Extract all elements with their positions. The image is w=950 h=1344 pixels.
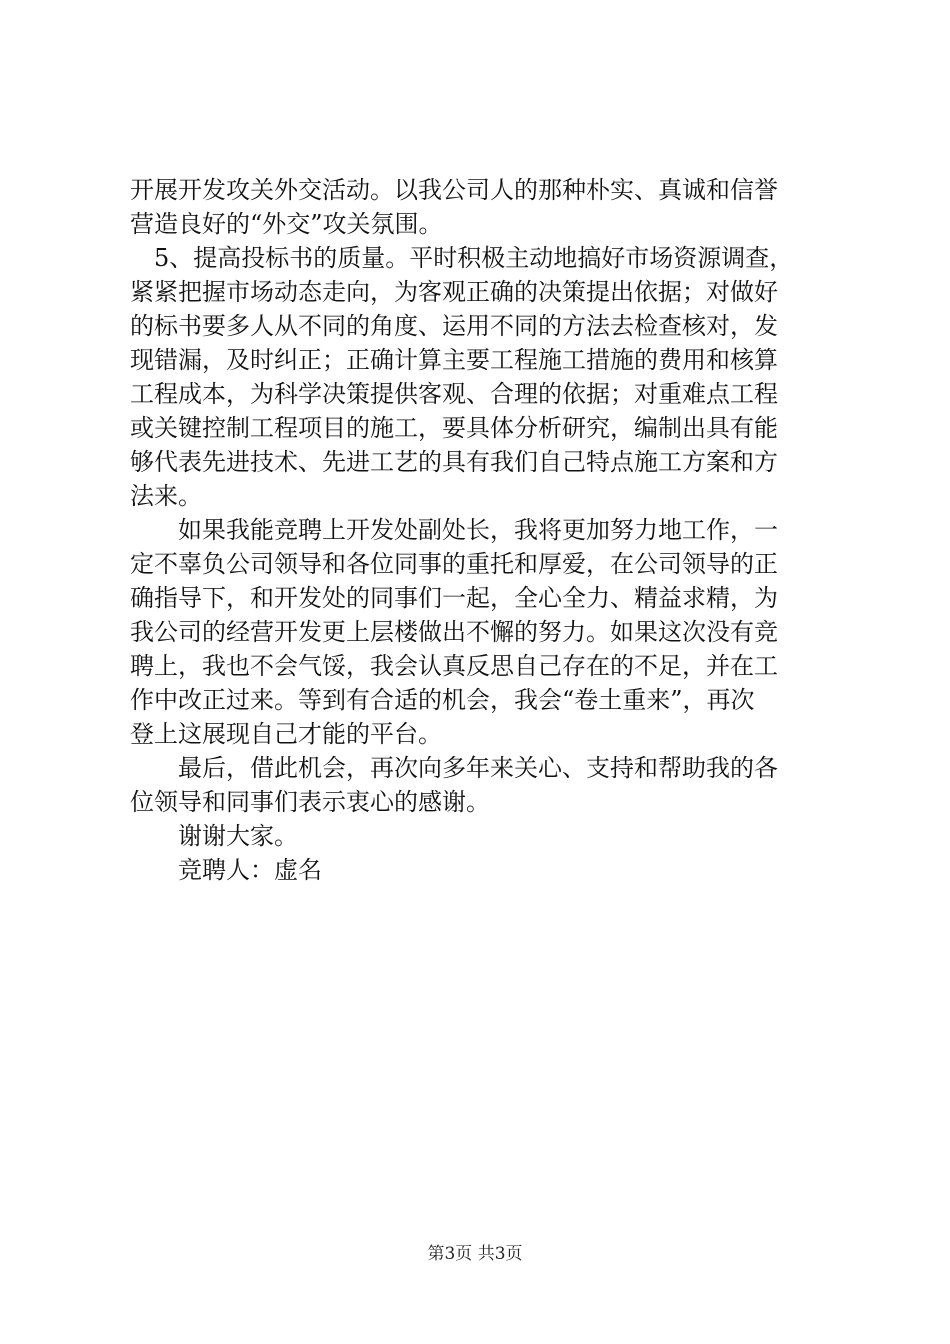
text-line: 够代表先进技术、先进工艺的具有我们自己特点施工方案和方 <box>130 448 778 476</box>
text-line: 法来。 <box>130 482 202 510</box>
text-line: 营造良好的“外交”攻关氛围。 <box>130 210 443 238</box>
text-line: 如果我能竞聘上开发处副处长，我将更加努力地工作，一 <box>130 516 778 544</box>
text-line: 确指导下，和开发处的同事们一起，全心全力、精益求精，为 <box>130 584 778 612</box>
signature-line: 竞聘人：虚名 <box>130 856 322 884</box>
text-line: 作中改正过来。等到有合适的机会，我会“卷土重来”，再次 <box>130 686 755 714</box>
text-line: 我公司的经营开发更上层楼做出不懈的努力。如果这次没有竞 <box>130 618 778 646</box>
text-line: 开展开发攻关外交活动。以我公司人的那种朴实、真诚和信誉 <box>130 176 778 204</box>
document-body <box>130 173 830 887</box>
text-line: 5、提高投标书的质量。平时积极主动地搞好市场资源调查， <box>130 244 794 272</box>
text-line: 的标书要多人从不同的角度、运用不同的方法去检查核对，发 <box>130 312 778 340</box>
text-line: 最后，借此机会，再次向多年来关心、支持和帮助我的各 <box>130 754 778 782</box>
text-line: 工程成本，为科学决策提供客观、合理的依据；对重难点工程 <box>130 380 778 408</box>
text-line: 紧紧把握市场动态走向，为客观正确的决策提出依据；对做好 <box>130 278 778 306</box>
text-line: 谢谢大家。 <box>130 822 298 850</box>
text-line: 定不辜负公司领导和各位同事的重托和厚爱，在公司领导的正 <box>130 550 778 578</box>
page-number-footer: 第3页 共3页 <box>427 1244 523 1264</box>
text-line: 或关键控制工程项目的施工，要具体分析研究，编制出具有能 <box>130 414 778 442</box>
text-line: 位领导和同事们表示衷心的感谢。 <box>130 788 490 816</box>
text-line: 聘上，我也不会气馁，我会认真反思自己存在的不足，并在工 <box>130 652 778 680</box>
text-line: 登上这展现自己才能的平台。 <box>130 720 442 748</box>
text-line: 现错漏，及时纠正；正确计算主要工程施工措施的费用和核算 <box>130 346 778 374</box>
